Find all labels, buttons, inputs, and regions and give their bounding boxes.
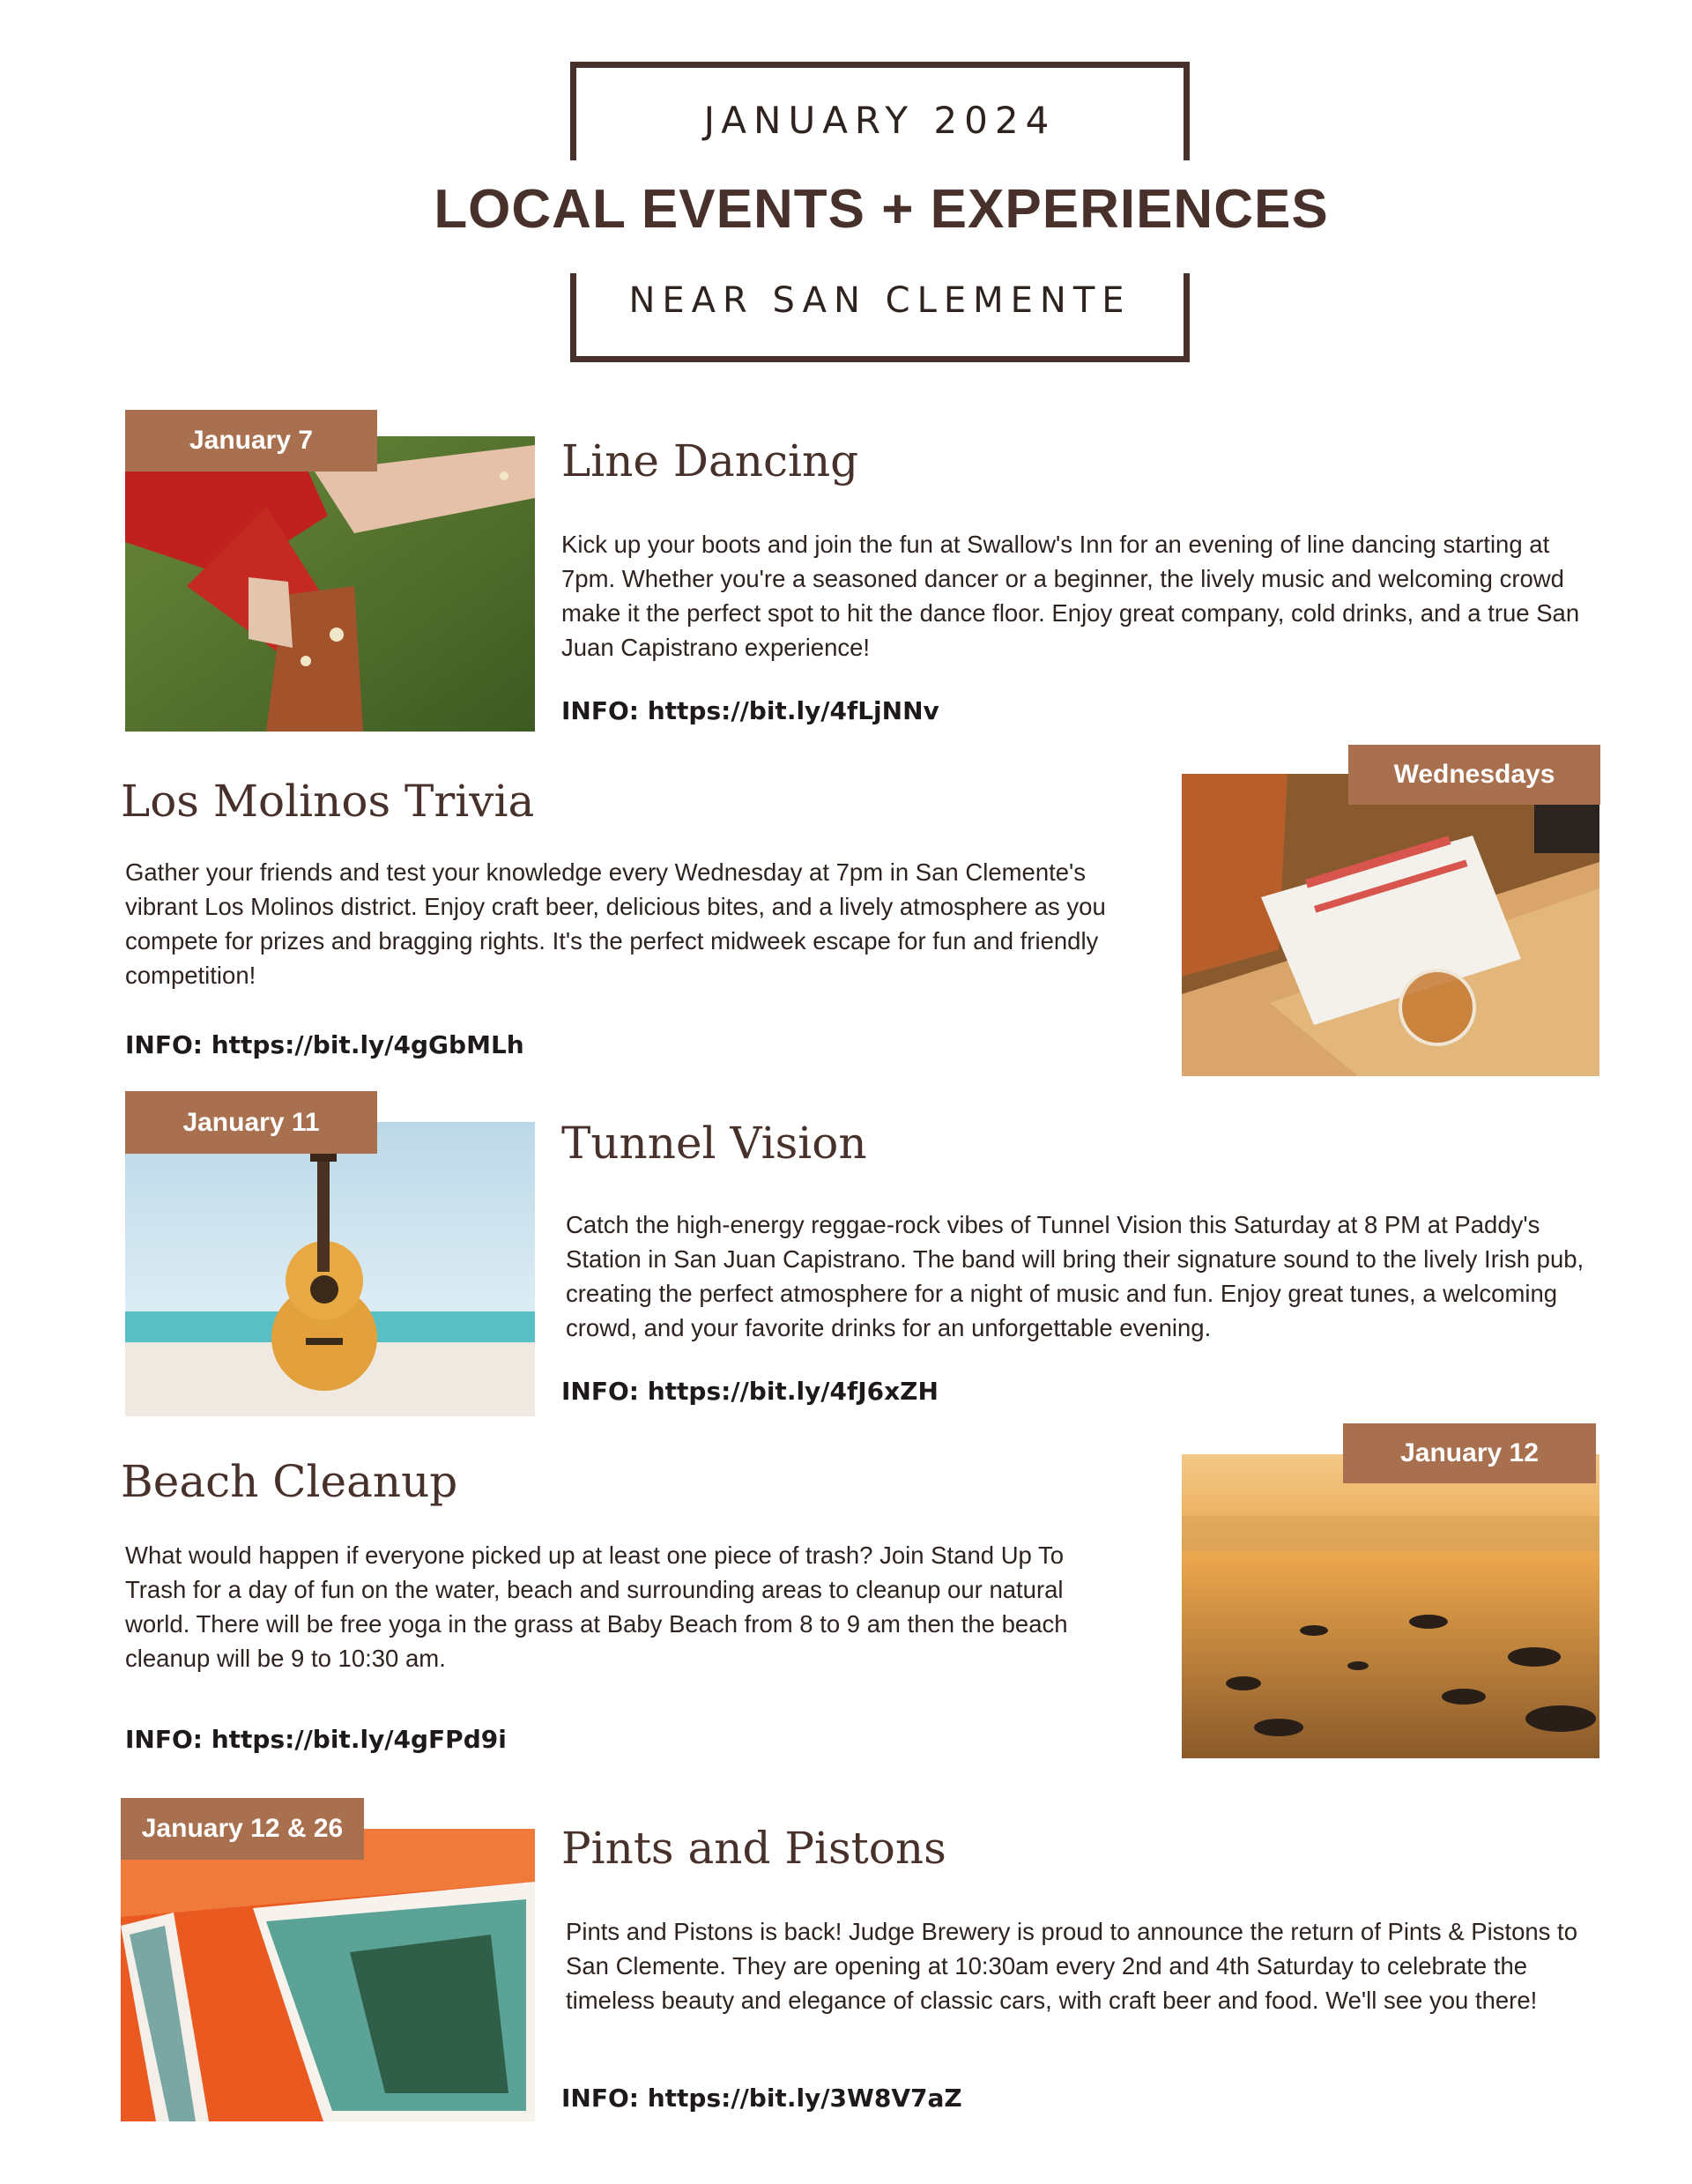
- event-info-link[interactable]: INFO: https://bit.ly/4gFPd9i: [125, 1725, 507, 1754]
- pints-and-pistons-photo: [121, 1829, 535, 2121]
- trivia-photo: [1182, 774, 1599, 1076]
- event-title: Pints and Pistons: [561, 1823, 946, 1874]
- event-description: Catch the high-energy reggae-rock vibes of Tunnel Vision this Saturday at 8 PM at Paddy's Station in San Juan Capistrano. The band will bring their signature sound to the lively Irish pub, creating the perfect atmosphere for a night of music and fun. Enjoy great tunes, a welcoming crowd, and your favorite drinks for an unforgettable evening.: [566, 1211, 1584, 1341]
- event-date-tag: January 7: [125, 410, 377, 472]
- header-month: JANUARY 2024: [703, 99, 1057, 142]
- event-title: Line Dancing: [561, 435, 859, 487]
- tunnel-vision-photo: [125, 1122, 535, 1416]
- page-title: LOCAL EVENTS + EXPERIENCES: [434, 179, 1329, 240]
- event-date-tag: January 12: [1343, 1423, 1596, 1483]
- event-title: Tunnel Vision: [561, 1118, 867, 1169]
- line-dancing-photo: [125, 436, 535, 732]
- event-info-link[interactable]: INFO: https://bit.ly/3W8V7aZ: [561, 2084, 962, 2113]
- event-date-tag: Wednesdays: [1348, 745, 1600, 805]
- event-title: Los Molinos Trivia: [121, 776, 535, 827]
- event-info-link[interactable]: INFO: https://bit.ly/4fLjNNv: [561, 696, 939, 725]
- event-description: Pints and Pistons is back! Judge Brewery is proud to announce the return of Pints & Pistons to San Clemente. They are opening at 10:30am every 2nd and 4th Saturday to celebrate the timeless beauty and elegance of classic cars, with craft beer and food. We'll see you there!: [566, 1918, 1577, 2014]
- event-description: What would happen if everyone picked up at least one piece of trash? Join Stand Up To Trash for a day of fun on the water, beach and surrounding areas to cleanup our natural world. There will be free yoga in the grass at Baby Beach from 8 to 9 am then the beach cleanup will be 9 to 10:30 am.: [125, 1541, 1068, 1672]
- event-description: Kick up your boots and join the fun at Swallow's Inn for an evening of line dancing starting at 7pm. Whether you're a seasoned dancer or a beginner, the lively music and welcoming crowd make it the perfect spot to hit the dance floor. Enjoy great company, cold drinks, and a true San Juan Capistrano experience!: [561, 531, 1580, 661]
- beach-cleanup-photo: [1182, 1454, 1599, 1758]
- event-date-tag: January 11: [125, 1091, 377, 1154]
- event-date-tag: January 12 & 26: [121, 1798, 364, 1860]
- header-subtitle: NEAR SAN CLEMENTE: [628, 280, 1132, 321]
- event-title: Beach Cleanup: [121, 1456, 458, 1507]
- event-info-link[interactable]: INFO: https://bit.ly/4gGbMLh: [125, 1030, 524, 1059]
- event-info-link[interactable]: INFO: https://bit.ly/4fJ6xZH: [561, 1377, 939, 1406]
- event-description: Gather your friends and test your knowledge every Wednesday at 7pm in San Clemente's vibrant Los Molinos district. Enjoy craft beer, delicious bites, and a lively atmosphere as you compete for prizes and bragging rights. It's the perfect midweek escape for fun and friendly competition!: [125, 858, 1106, 989]
